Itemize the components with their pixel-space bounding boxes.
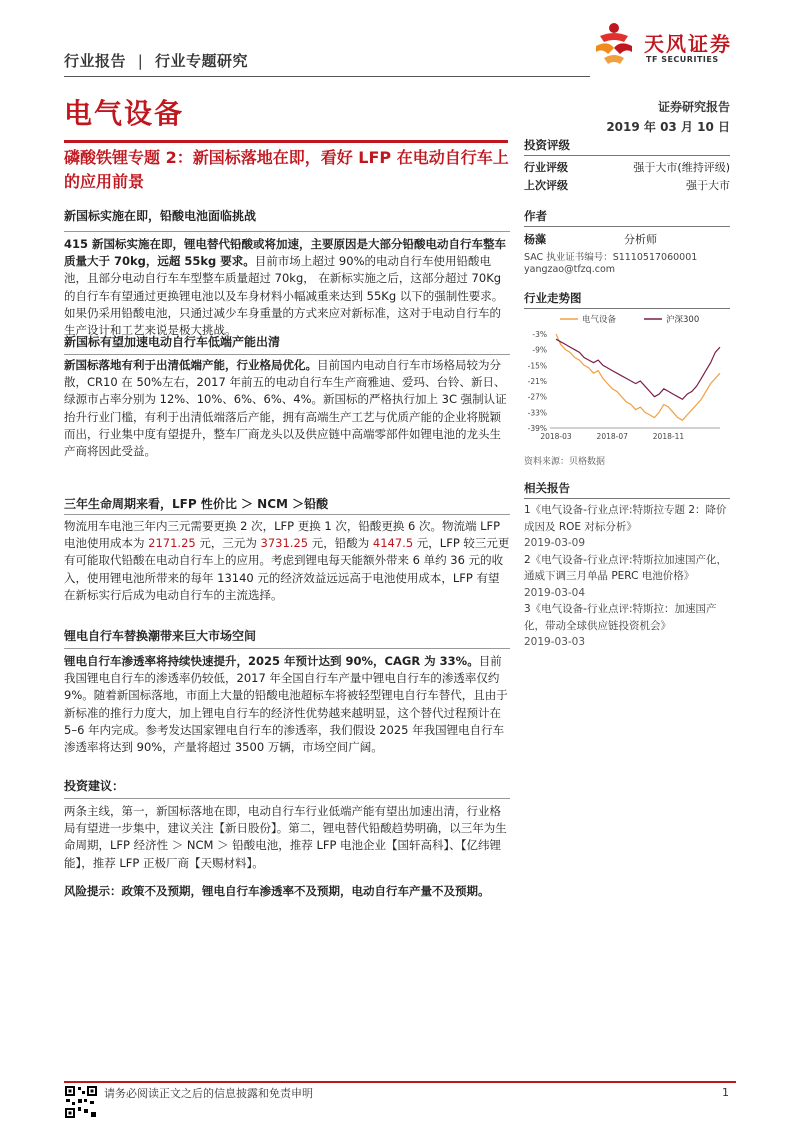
related-report-title[interactable]: 2《电气设备-行业点评:特斯拉加速国产化，通威下调三月单晶 PERC 电池价格》 <box>524 553 728 582</box>
category-separator: | <box>137 52 144 70</box>
section-lead: 新国标落地有利于出清低端产能，行业格局优化。 <box>64 358 317 372</box>
industry-trend-chart <box>524 310 730 448</box>
rating-heading: 投资评级 <box>524 138 570 152</box>
y-tick-label: -15% <box>527 361 547 371</box>
lfp-cost-value: 2171.25 <box>148 536 196 551</box>
author-name: 杨藻 <box>524 233 546 246</box>
chart-source: 资料来源：贝格数据 <box>524 457 606 467</box>
section-3 <box>64 496 510 513</box>
brand-name-cn: 天风证券 <box>644 32 732 56</box>
author-role: 分析师 <box>624 233 657 246</box>
author-row <box>524 231 730 247</box>
section-4 <box>64 628 510 645</box>
header-divider <box>64 76 590 77</box>
rating-block <box>524 137 730 195</box>
x-tick-label: 2018-07 <box>596 432 628 441</box>
y-tick-label: -33% <box>527 408 547 418</box>
section-divider <box>64 514 510 515</box>
related-divider <box>524 498 730 499</box>
related-report-date: 2019-03-03 <box>524 636 586 648</box>
risk-text: 风险提示：政策不及预期，锂电自行车渗透率不及预期，电动自行车产量不及预期。 <box>64 884 490 898</box>
x-tick-label: 2018-03 <box>540 432 572 441</box>
section-divider <box>64 648 510 649</box>
sector-title: 电气设备 <box>64 97 185 130</box>
section-heading: 投资建议： <box>64 779 125 793</box>
chart-divider <box>524 308 730 309</box>
legend-label: 电气设备 <box>582 315 617 325</box>
section-heading: 锂电自行车替换潮带来巨大市场空间 <box>64 629 257 643</box>
y-tick-label: -9% <box>532 345 547 355</box>
industry-rating-value: 强于大市(维持评级) <box>633 161 730 174</box>
section-text: 元，LFP 较三元更有可能取代铅酸在电动自行车上的应用。考虑到锂电每天能额外带来 6 单约 36 元的收入，使用锂电池所带来的每年 13140 元的经济效益远远高于电池使用成本，LFP 有望在新标实行后成为电动自行车的主流选择。 <box>64 536 510 602</box>
lead-acid-cost-value: 4147.5 <box>372 536 414 551</box>
author-cert: SAC 执业证书编号：S1110517060001 <box>524 252 698 263</box>
footer-divider <box>64 1081 736 1083</box>
report-category <box>64 50 248 71</box>
section-2-body <box>64 357 510 460</box>
prev-rating-label: 上次评级 <box>524 179 568 192</box>
ncm-cost-value: 3731.25 <box>260 536 309 551</box>
rating-divider <box>524 155 730 156</box>
section-1-body <box>64 236 510 339</box>
y-tick-label: -3% <box>532 330 547 339</box>
y-tick-label: -39% <box>527 424 547 433</box>
related-report-title[interactable]: 1《电气设备-行业点评:特斯拉专题 2：降价成因及 ROE 对标分析》 <box>524 504 727 533</box>
chart-block <box>524 290 730 309</box>
section-heading: 新国标有望加速电动自行车低端产能出清 <box>64 335 281 349</box>
section-body: 目前国内电动自行车市场格局较为分散，CR10 在 50%左右，2017 年前五的电动自行车生产商雅迪、爱玛、台铃、新日、绿源市占率分别为 12%、10%、6%、6%、4%。新国标的严格执行加上 3C 强制认证抬升行业门槛，有利于出清低端落后产能，拥有高端生产工艺与优质产能的企业将脱颖而出，行业集中度有望提升，整车厂商龙头以及供应链中高端零部件如锂电池的龙头生产商将因此受益。 <box>64 358 507 459</box>
author-divider <box>524 226 730 227</box>
section-2 <box>64 334 510 351</box>
y-tick-label: -21% <box>527 377 547 386</box>
section-5 <box>64 778 510 795</box>
section-text: 元，铅酸为 <box>308 536 373 551</box>
author-block <box>524 208 730 275</box>
risk-warning <box>64 883 510 900</box>
section-heading: 三年生命周期来看，LFP 性价比 ＞ NCM ＞铅酸 <box>64 497 329 511</box>
industry-rating-label: 行业评级 <box>524 161 568 174</box>
section-divider <box>64 231 510 232</box>
report-title: 磷酸铁锂专题 2：新国标落地在即，看好 LFP 在电动自行车上的应用前景 <box>64 148 509 191</box>
page-number: 1 <box>722 1086 729 1099</box>
qr-code-icon <box>64 1085 98 1119</box>
title-divider <box>64 140 508 143</box>
series-line <box>556 339 720 399</box>
chart-heading: 行业走势图 <box>524 291 582 305</box>
disclaimer-link[interactable]: 请务必阅读正文之后的信息披露和免责申明 <box>104 1087 313 1100</box>
section-4-body <box>64 653 510 756</box>
section-3-body <box>64 518 510 604</box>
series-line <box>556 334 720 420</box>
section-heading: 新国标实施在即，铅酸电池面临挑战 <box>64 209 257 223</box>
subcategory-label: 行业专题研究 <box>155 52 249 70</box>
category-label: 行业报告 <box>64 52 127 70</box>
industry-rating-row <box>524 159 730 177</box>
related-report-date: 2019-03-09 <box>524 537 586 549</box>
section-lead: 锂电自行车渗透率将持续快速提升，2025 年预计达到 90%，CAGR 为 33%。 <box>64 654 479 668</box>
section-text: 元，三元为 <box>195 536 261 551</box>
brand-name-en: TF SECURITIES <box>646 55 719 64</box>
section-divider <box>64 354 510 355</box>
x-tick-label: 2018-11 <box>652 432 685 441</box>
section-divider <box>64 798 510 799</box>
related-report-title[interactable]: 3《电气设备-行业点评:特斯拉：加速国产化，带动全球供应链投资机会》 <box>524 603 717 632</box>
section-body: 目前我国锂电自行车的渗透率仍较低，2017 年全国自行车产量中锂电自行车的渗透率仅约 9%。随着新国标落地，市面上大量的铅酸电池超标车将被轻型锂电自行车替代，且由于新标准的推行力度大，加上锂电自行车的经济性优势越来越明显，这个替代过程预计在 5–6 年内完成。参考发达国家锂电自行车的渗透率，我们假设 2025 年我国锂电自行车渗透率将达到 90%，产量将超过 3500 万辆，市场空间广阔。 <box>64 654 508 755</box>
report-type: 证券研究报告 <box>657 100 730 114</box>
related-heading: 相关报告 <box>524 481 570 495</box>
report-date: 2019 年 03 月 10 日 <box>606 120 730 134</box>
author-email[interactable]: yangzao@tfzq.com <box>524 264 616 275</box>
prev-rating-row <box>524 177 730 195</box>
y-tick-label: -27% <box>527 392 547 402</box>
related-reports <box>524 480 730 651</box>
section-1 <box>64 208 510 225</box>
section-body: 两条主线，第一，新国标落地在即，电动自行车行业低端产能有望出加速出清，行业格局有望进一步集中，建议关注【新日股份】。第二，锂电替代铅酸趋势明确，以三年为生命周期，LFP 经济性 ＞ NCM ＞ 铅酸电池，推荐 LFP 电池企业【国轩高科】、【亿纬锂能】，推荐 LFP 正极厂商【天赐材料】。 <box>64 804 507 870</box>
author-heading: 作者 <box>524 209 547 223</box>
section-body: 目前市场上超过 90%的电动自行车使用铅酸电池，且部分电动自行车车型整车质量超过 70kg， 在新标实施之后，这部分超过 70Kg 的自行车有望通过更换锂电池以及车身材料小幅减重来达到 55Kg 以下的强制性要求。如果仍采用铅酸电池，只通过减少车身重量的方式来应对新标准，这对于电动自行车的生产设计和工艺来说是极大挑战。 <box>64 254 504 338</box>
prev-rating-value: 强于大市 <box>686 179 730 192</box>
legend-label: 沪深300 <box>666 315 700 325</box>
section-5-body <box>64 803 510 872</box>
section-lead: 415 新国标实施在即，锂电替代铅酸或将加速，主要原因是大部分铅酸电动自行车整车质量大于 70kg，远超 55kg 要求。 <box>64 237 507 269</box>
related-report-date: 2019-03-04 <box>524 586 586 599</box>
section-text: 物流用车电池三年内三元需要更换 2 次，LFP 更换 1 次，铅酸更换 6 次。物流端 LFP 电池使用成本为 <box>64 519 501 551</box>
